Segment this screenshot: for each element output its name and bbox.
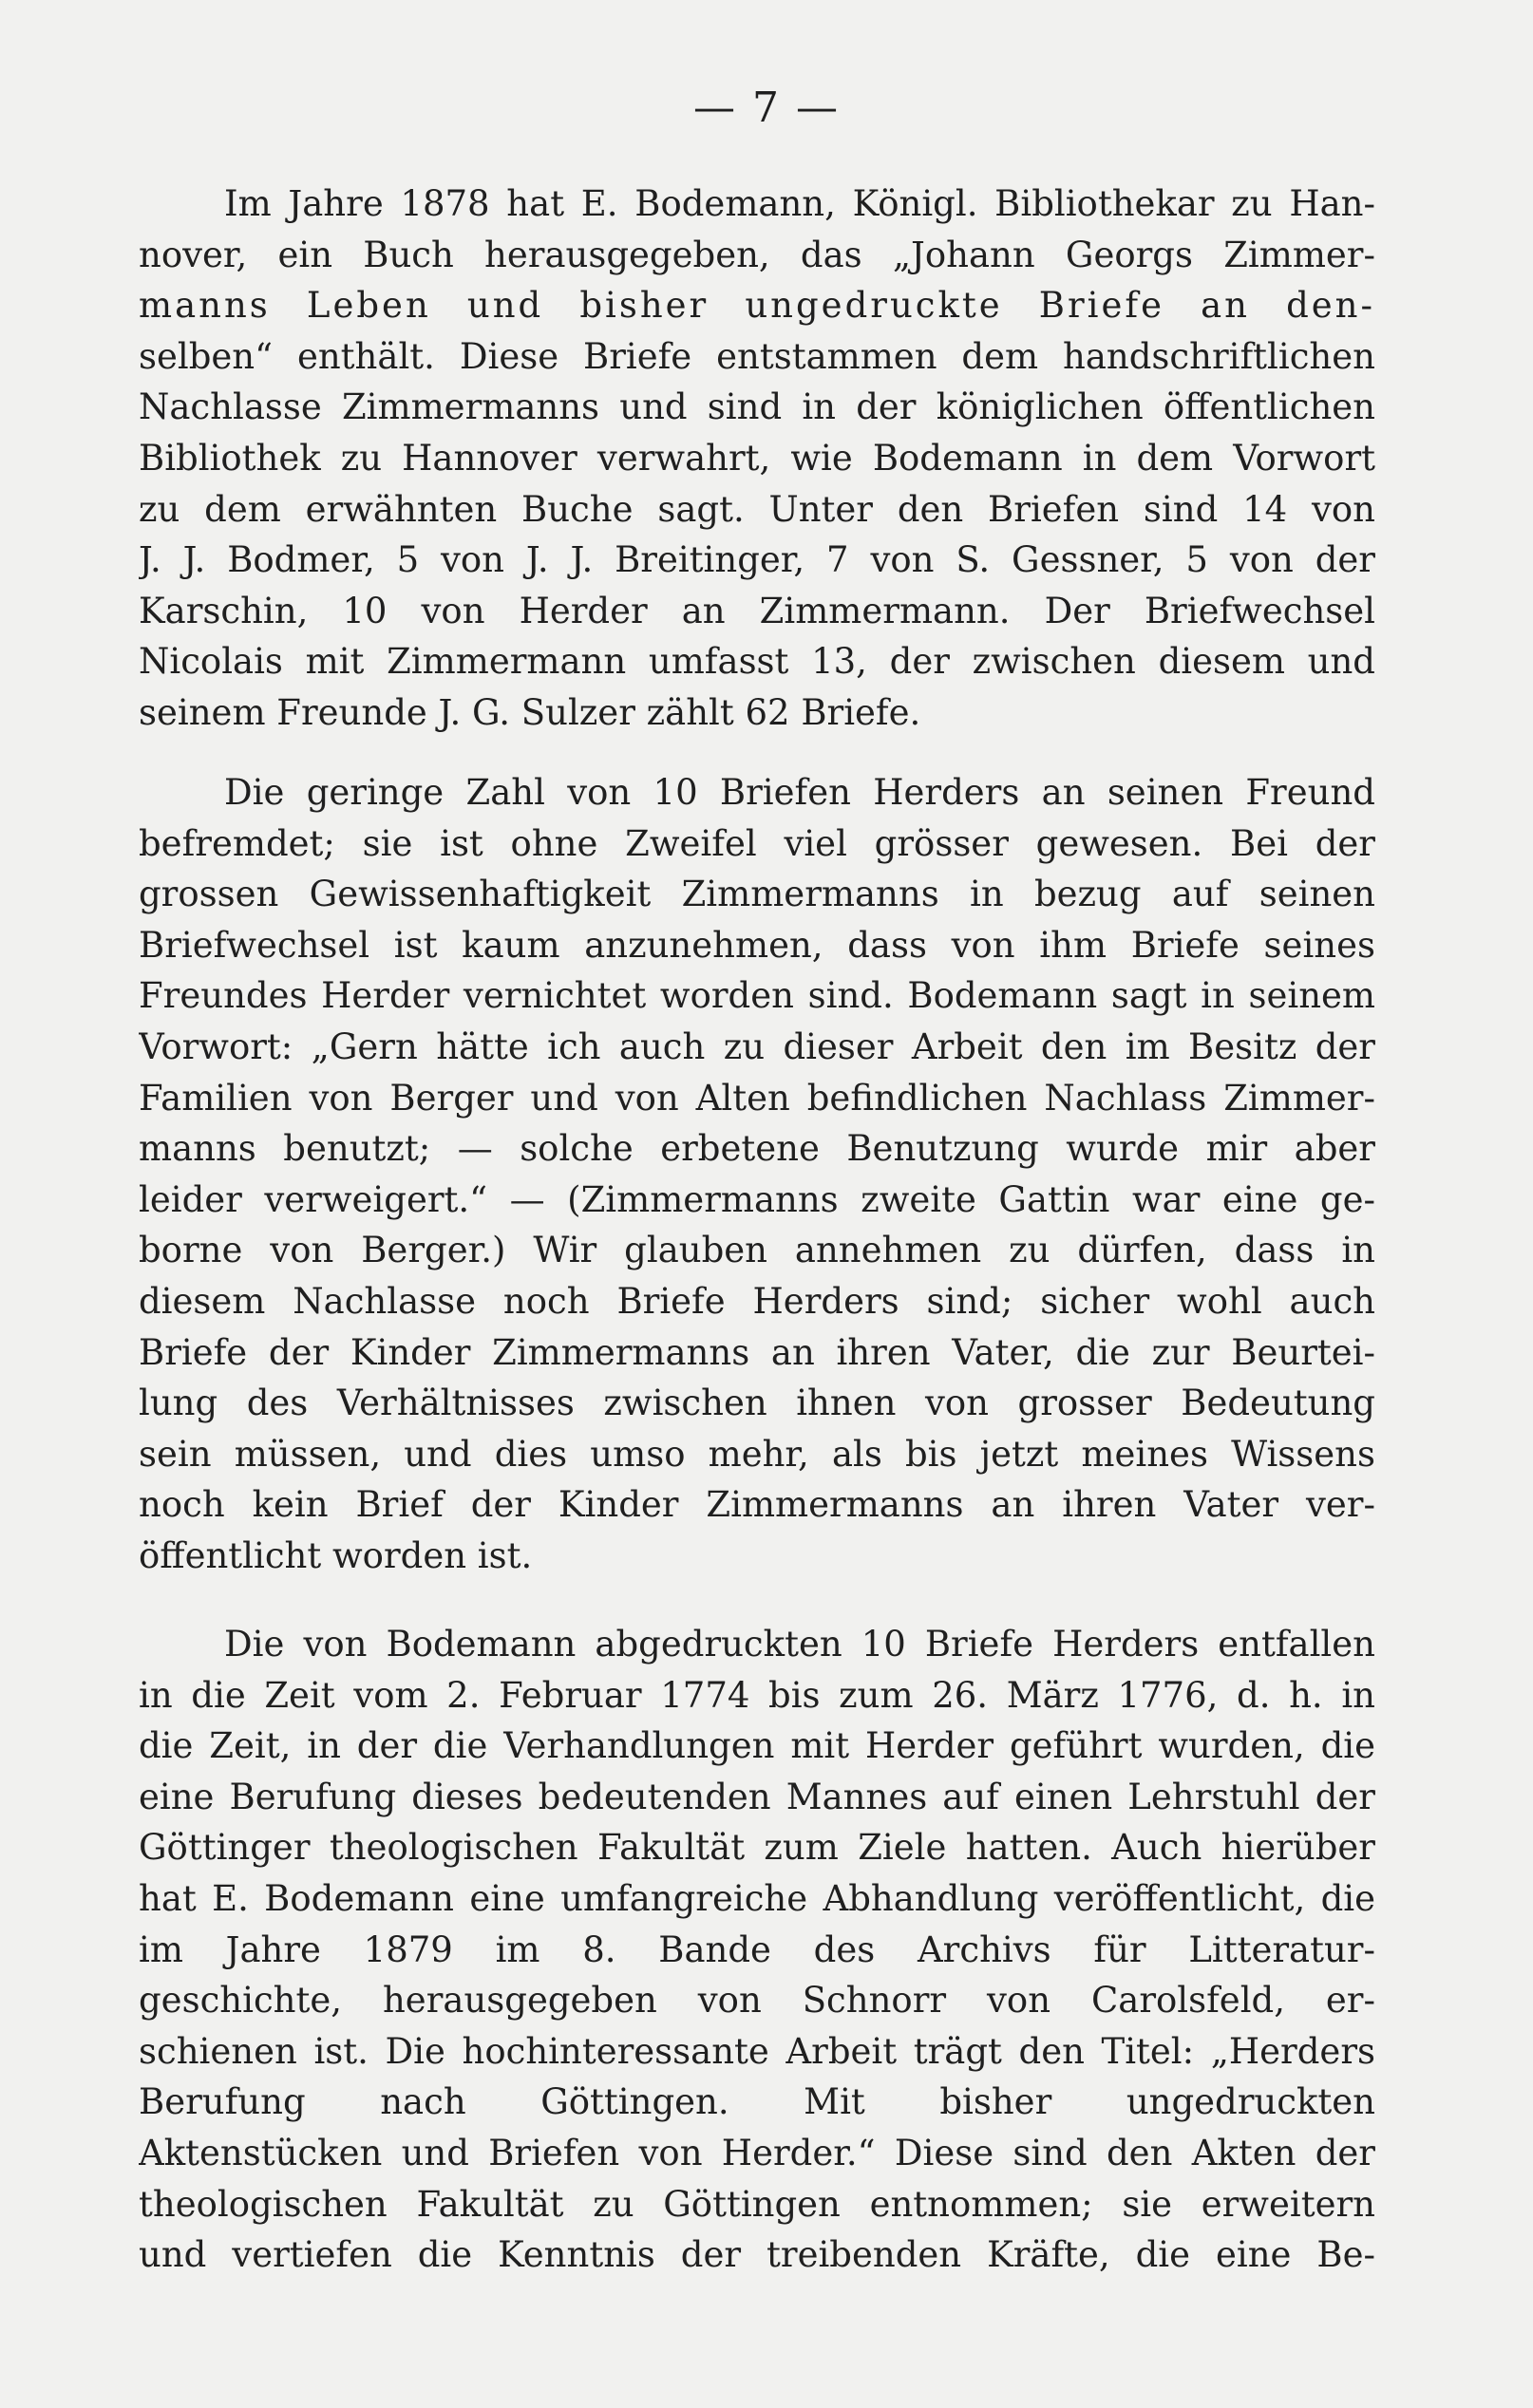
text-line: grossen Gewissenhaftigkeit Zimmermanns in bezug auf seinen — [139, 874, 1375, 915]
text-line: Karschin, 10 von Herder an Zimmermann. Der Briefwechsel — [139, 590, 1375, 631]
text-line: Briefwechsel ist kaum anzunehmen, dass von ihm Briefe seines — [139, 924, 1375, 966]
text-line: schienen ist. Die hochinteressante Arbeit trägt den Titel: „Herders — [139, 2030, 1375, 2072]
text-line: sein müssen, und dies umso mehr, als bis jetzt meines Wissens — [139, 1433, 1375, 1475]
text-line: Berufung nach Göttingen. Mit bisher ungedruckten — [139, 2081, 1375, 2123]
text-line: leider verweigert.“ — (Zimmermanns zweite Gattin war eine ge- — [139, 1178, 1375, 1220]
text-line: noch kein Brief der Kinder Zimmermanns an ihren Vater ver- — [139, 1484, 1375, 1526]
text-line: Briefe der Kinder Zimmermanns an ihren Vater, die zur Beurtei- — [139, 1331, 1375, 1373]
text-line: borne von Berger.) Wir glauben annehmen zu dürfen, dass in — [139, 1230, 1375, 1271]
text-line: nover, ein Buch herausgegeben, das „Johann Georgs Zimmer- — [139, 234, 1375, 275]
text-line: Im Jahre 1878 hat E. Bodemann, Königl. Bibliothekar zu Han- — [224, 183, 1375, 224]
text-line: Vorwort: „Gern hätte ich auch zu dieser Arbeit den im Besitz der — [139, 1025, 1375, 1067]
text-line: J. J. Bodmer, 5 von J. J. Breitinger, 7 von S. Gessner, 5 von der — [139, 539, 1375, 581]
text-line: im Jahre 1879 im 8. Bande des Archivs für Litteratur- — [139, 1928, 1375, 1970]
text-line: lung des Verhältnisses zwischen ihnen von grosser Bedeutung — [139, 1383, 1375, 1424]
text-line: hat E. Bodemann eine umfangreiche Abhandlung veröffentlicht, die — [139, 1877, 1375, 1919]
text-line: die Zeit, in der die Verhandlungen mit Herder geführt wurden, die — [139, 1725, 1375, 1767]
text-line: manns Leben und bisher ungedruckte Briefe an den- — [139, 285, 1375, 327]
text-line: Familien von Berger und von Alten befindlichen Nachlass Zimmer- — [139, 1077, 1375, 1119]
text-line: Bibliothek zu Hannover verwahrt, wie Bodemann in dem Vorwort — [139, 437, 1375, 479]
paragraph-1 — [139, 179, 1375, 739]
text-line: Die geringe Zahl von 10 Briefen Herders an seinen Freund — [224, 772, 1375, 813]
text-line: geschichte, herausgegeben von Schnorr von Carolsfeld, er- — [139, 1980, 1375, 2022]
page-number: — 7 — — [693, 84, 840, 132]
text-line: manns benutzt; — solche erbetene Benutzung wurde mir aber — [139, 1128, 1375, 1170]
text-line: öffentlicht worden ist. — [139, 1534, 533, 1576]
text-line: zu dem erwähnten Buche sagt. Unter den Briefen sind 14 von — [139, 488, 1375, 530]
text-line: seinem Freunde J. G. Sulzer zählt 62 Briefe. — [139, 691, 921, 733]
text-line: diesem Nachlasse noch Briefe Herders sind; sicher wohl auch — [139, 1280, 1375, 1322]
text-line: und vertiefen die Kenntnis der treibenden Kräfte, die eine Be- — [139, 2234, 1375, 2276]
text-line: Die von Bodemann abgedruckten 10 Briefe Herders entfallen — [224, 1624, 1375, 1665]
text-line: Aktenstücken und Briefen von Herder.“ Diese sind den Akten der — [139, 2132, 1375, 2173]
paragraph-2 — [139, 767, 1375, 1582]
text-line: befremdet; sie ist ohne Zweifel viel grösser gewesen. Bei der — [139, 822, 1375, 864]
text-line: in die Zeit vom 2. Februar 1774 bis zum 26. März 1776, d. h. in — [139, 1674, 1375, 1716]
text-line: selben“ enthält. Diese Briefe entstammen dem handschriftlichen — [139, 335, 1375, 377]
text-line: eine Berufung dieses bedeutenden Mannes auf einen Lehrstuhl der — [139, 1776, 1375, 1817]
text-line: Göttinger theologischen Fakultät zum Ziele hatten. Auch hierüber — [139, 1827, 1375, 1869]
text-line: Nachlasse Zimmermanns und sind in der königlichen öffentlichen — [139, 386, 1375, 428]
text-line: Nicolais mit Zimmermann umfasst 13, der zwischen diesem und — [139, 641, 1375, 683]
text-line: theologischen Fakultät zu Göttingen entnommen; sie erweitern — [139, 2183, 1375, 2225]
paragraph-3 — [139, 1619, 1375, 2281]
text-line: Freundes Herder vernichtet worden sind. Bodemann sagt in seinem — [139, 975, 1375, 1017]
